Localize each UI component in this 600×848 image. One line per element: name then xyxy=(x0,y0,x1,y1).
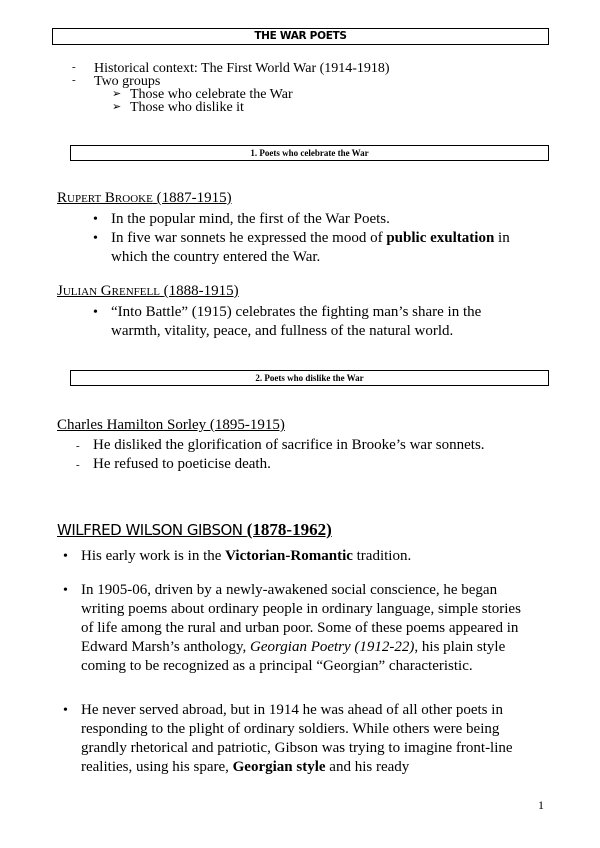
list-item: • In the popular mind, the first of the War Poets. xyxy=(87,210,547,229)
list-item: • In five war sonnets he expressed the mood of public exultation in which the country entered the War. xyxy=(87,229,547,267)
group-item: ➢ Those who celebrate the War xyxy=(112,87,293,102)
section-2-box: 2. Poets who dislike the War xyxy=(70,370,549,386)
poet-heading-brooke: Rupert Brooke (1887-1915) xyxy=(57,190,232,206)
page-number: 1 xyxy=(538,798,544,812)
arrow-bullet-icon: ➢ xyxy=(112,101,122,113)
intro-item: - Two groups xyxy=(72,74,161,89)
dash-marker: - xyxy=(76,440,80,452)
group-item: ➢ Those who dislike it xyxy=(112,100,244,115)
list-item: - He disliked the glorification of sacrifice in Brooke’s war sonnets. xyxy=(76,436,546,455)
poet-heading-gibson: WILFRED WILSON GIBSON (1878-1962) xyxy=(57,520,332,539)
sorley-list xyxy=(76,436,546,474)
dash-marker: - xyxy=(76,459,80,471)
intro-dash-list xyxy=(72,62,390,114)
gibson-list xyxy=(57,547,532,777)
grenfell-list xyxy=(87,303,527,341)
section-1-box: 1. Poets who celebrate the War xyxy=(70,145,549,161)
intro-item: - Historical context: The First World War (1914-1918) xyxy=(72,61,390,76)
dash-marker: - xyxy=(72,74,76,86)
list-item: • “Into Battle” (1915) celebrates the fighting man’s share in the warmth, vitality, peace, and fullness of the natural world. xyxy=(87,303,527,341)
brooke-list xyxy=(87,210,547,267)
list-item: • His early work is in the Victorian-Romantic tradition. xyxy=(57,547,532,566)
page-title: THE WAR POETS xyxy=(52,28,549,45)
poet-heading-grenfell: Julian Grenfell (1888-1915) xyxy=(57,283,239,299)
dash-marker: - xyxy=(72,61,76,73)
list-item: - He refused to poeticise death. xyxy=(76,455,546,474)
list-item: • In 1905-06, driven by a newly-awakened social conscience, he began writing poems about ordinary people in ordinary language, simple stories of life among the rural and urban poor. Some of these poems appeared in Edward Marsh’s anthology, Georgian Poetry (1912-22), his plain style coming to be recognized as a principal “Georgian” characteristic. xyxy=(57,581,532,676)
arrow-bullet-icon: ➢ xyxy=(112,88,122,100)
list-item: • He never served abroad, but in 1914 he was ahead of all other poets in responding to the plight of ordinary soldiers. While others were being grandly rhetorical and patriotic, Gibson was trying to imagine front-line realities, using his spare, Georgian style and his ready xyxy=(57,701,532,777)
poet-heading-sorley: Charles Hamilton Sorley (1895-1915) xyxy=(57,417,285,433)
